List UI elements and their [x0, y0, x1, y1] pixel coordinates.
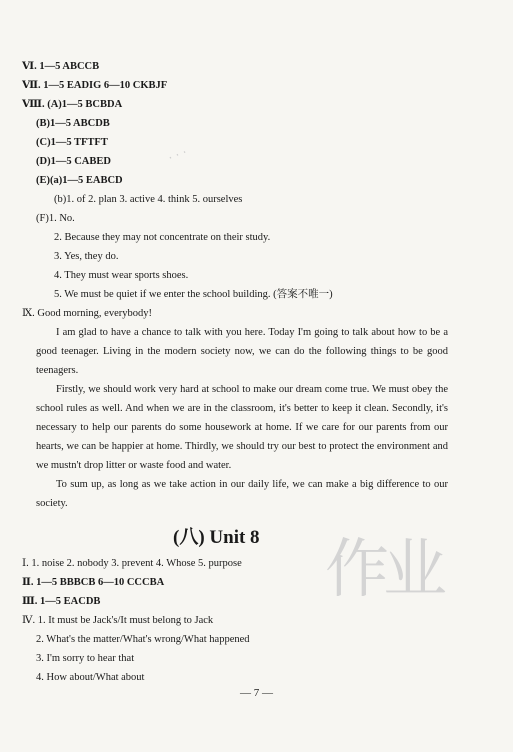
unit8-iv-3: 3. I'm sorry to hear that: [36, 653, 135, 664]
essay-paragraph: Firstly, we should work very hard at school to make our dream come true. We must obey the school rules as well. And when we are in the classroom, it's better to keep it clean. Secondly, it's necessary to help our parents do some housework at home. If we care for our parents from our hearts, we can be happier at home. Thirdly, we should try our best to protect the environment and we mustn't drop litter or waste food and water.: [36, 384, 448, 471]
essay-paragraph: To sum up, as long as we take action in our daily life, we can make a big difference to our society.: [36, 479, 448, 509]
unit8-ii: Ⅱ. 1—5 BBBCB 6—10 CCCBA: [22, 577, 165, 588]
answer-f-2: 2. Because they may not concentrate on their study.: [54, 232, 271, 243]
essay: [36, 323, 448, 513]
answer-f-4: 4. They must wear sports shoes.: [54, 270, 189, 281]
faint-watermark: · · ·: [166, 144, 190, 166]
answer-ix-greeting: Ⅸ. Good morning, everybody!: [22, 308, 152, 319]
unit8-iv-2: 2. What's the matter/What's wrong/What happened: [36, 634, 250, 645]
page-number: — 7 —: [240, 687, 273, 699]
answer-viii-e-b: (b)1. of 2. plan 3. active 4. think 5. ourselves: [54, 194, 243, 205]
unit8-iii: Ⅲ. 1—5 EACDB: [22, 596, 101, 607]
answer-viii-f: (F)1. No.: [36, 213, 75, 224]
answer-viii-e-a: (E)(a)1—5 EABCD: [36, 175, 123, 186]
watermark: 作业: [325, 533, 441, 607]
answer-viii-a: Ⅷ. (A)1—5 BCBDA: [22, 99, 123, 110]
unit-title: (八) Unit 8: [173, 527, 260, 548]
unit8-iv-4: 4. How about/What about: [36, 672, 145, 683]
answer-vi: Ⅵ. 1—5 ABCCB: [22, 61, 100, 72]
unit8-i: Ⅰ. 1. noise 2. nobody 3. prevent 4. Whose 5. purpose: [22, 558, 242, 569]
essay-paragraph: I am glad to have a chance to talk with you here. Today I'm going to talk about how to be a good teenager. Living in the modern society now, we can do the following things to be good teenagers.: [36, 327, 448, 376]
answer-vii: Ⅶ. 1—5 EADIG 6—10 CKBJF: [22, 80, 168, 91]
answer-viii-d: (D)1—5 CABED: [36, 156, 111, 167]
answer-viii-b: (B)1—5 ABCDB: [36, 118, 110, 129]
answer-viii-c: (C)1—5 TFTFT: [36, 137, 108, 148]
unit8-iv-1: Ⅳ. 1. It must be Jack's/It must belong to Jack: [22, 615, 214, 626]
answer-f-5: 5. We must be quiet if we enter the school building. (答案不唯一): [54, 289, 333, 300]
answer-f-3: 3. Yes, they do.: [54, 251, 119, 262]
